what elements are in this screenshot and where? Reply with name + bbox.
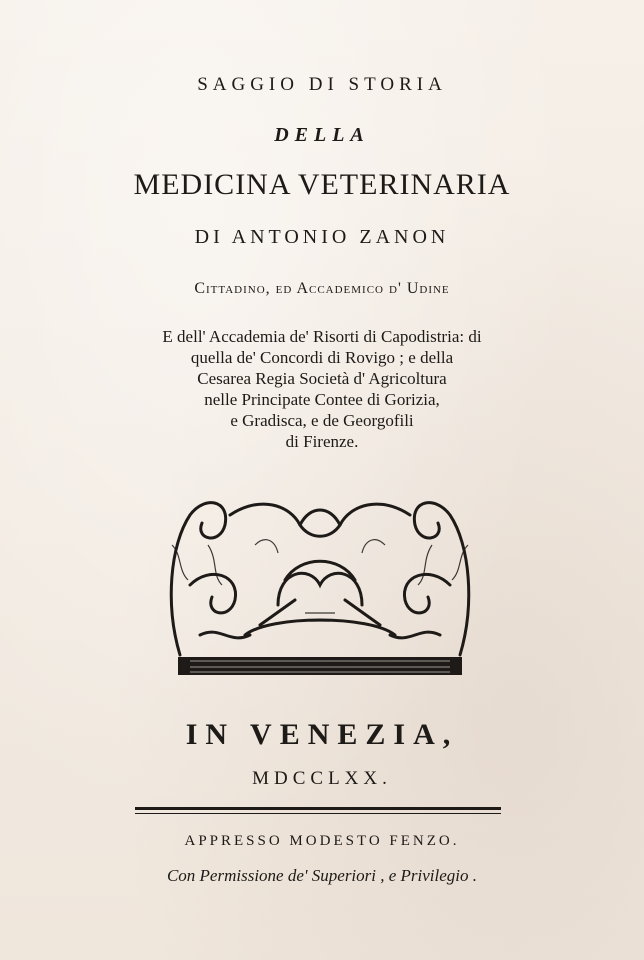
affiliation-line: e Gradisca, e de Georgofili bbox=[230, 411, 414, 430]
license-line: Con Permissione de' Superiori , e Privilegio . bbox=[166, 866, 478, 885]
title-line-2: DELLA bbox=[274, 124, 370, 146]
title-line-1: SAGGIO DI STORIA bbox=[197, 74, 447, 95]
affiliation-line: quella de' Concordi di Rovigo ; e della bbox=[190, 348, 454, 367]
main-title: MEDICINA VETERINARIA bbox=[133, 168, 511, 201]
imprint-place: IN VENEZIA, bbox=[185, 718, 459, 751]
printer-line: APPRESSO MODESTO FENZO. bbox=[184, 833, 460, 849]
affiliations bbox=[0, 326, 644, 452]
affiliation-line: di Firenze. bbox=[285, 432, 359, 451]
author-line: DI ANTONIO ZANON bbox=[194, 226, 450, 248]
author-role: Cittadino, ed Accademico d' Udine bbox=[194, 280, 450, 297]
affiliation-line: Cesarea Regia Società d' Agricoltura bbox=[197, 369, 447, 388]
divider-thick bbox=[135, 807, 501, 810]
divider-thin bbox=[135, 813, 501, 814]
affiliation-line: E dell' Accademia de' Risorti di Capodistria: di bbox=[162, 327, 482, 346]
printers-ornament-icon bbox=[160, 485, 480, 690]
affiliation-line: nelle Principate Contee di Gorizia, bbox=[204, 390, 440, 409]
imprint-year: MDCCLXX. bbox=[252, 768, 392, 789]
